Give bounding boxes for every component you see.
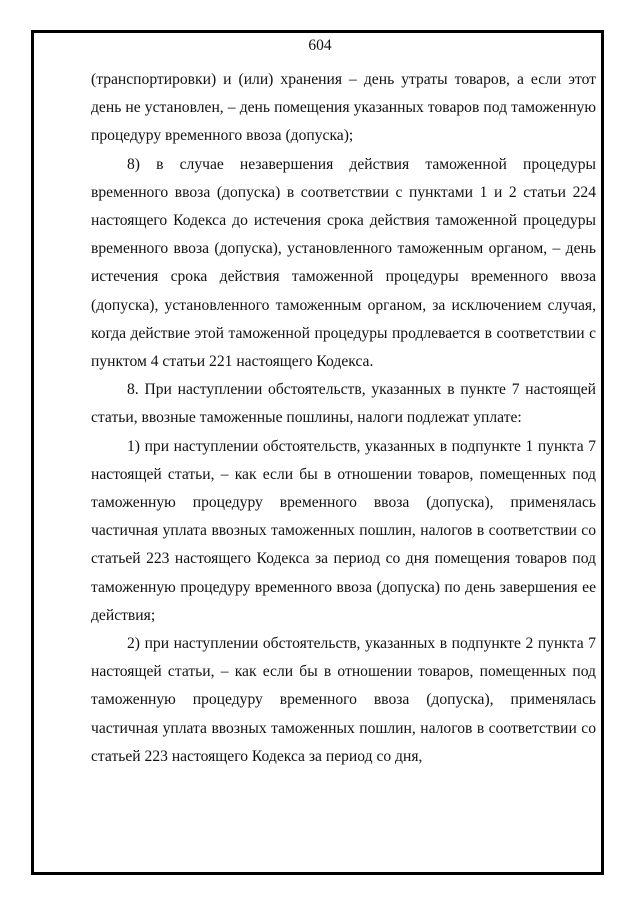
document-body: [91, 66, 596, 771]
paragraph-item-8-subpoint: 8) в случае незавершения действия таможенной процедуры временного ввоза (допуска) в соответствии с пунктами 1 и 2 статьи 224 настоящего Кодекса до истечения срока действия таможенной процедуры временного ввоза (допуска), установленного таможенным органом, – день истечения срока действия таможенной процедуры временного ввоза (допуска), установленного таможенным органом, за исключением случая, когда действие этой таможенной процедуры продлевается в соответствии с пунктом 4 статьи 221 настоящего Кодекса.: [91, 155, 596, 371]
paragraph-point-8: 8. При наступлении обстоятельств, указанных в пункте 7 настоящей статьи, ввозные таможенные пошлины, налоги подлежат уплате:: [91, 381, 596, 427]
paragraph-subpoint-1: 1) при наступлении обстоятельств, указанных в подпункте 1 пункта 7 настоящей статьи, – как если бы в отношении товаров, помещенных под таможенную процедуру временного ввоза (допуска), применялась частичная уплата ввозных таможенных пошлин, налогов в соответствии со статьей 223 настоящего Кодекса за период со дня помещения товаров под таможенную процедуру временного ввоза (допуска) по день завершения ее действия;: [91, 437, 596, 624]
page-number: 604: [308, 37, 332, 54]
paragraph-subpoint-2: 2) при наступлении обстоятельств, указанных в подпункте 2 пункта 7 настоящей статьи, – как если бы в отношении товаров, помещенных под таможенную процедуру временного ввоза (допуска), применялась частичная уплата ввозных таможенных пошлин, налогов в соответствии со статьей 223 настоящего Кодекса за период со дня,: [91, 635, 596, 765]
paragraph-continuation: (транспортировки) и (или) хранения – день утраты товаров, а если этот день не установлен, – день помещения указанных товаров под таможенную процедуру временного ввоза (допуска);: [91, 71, 596, 145]
